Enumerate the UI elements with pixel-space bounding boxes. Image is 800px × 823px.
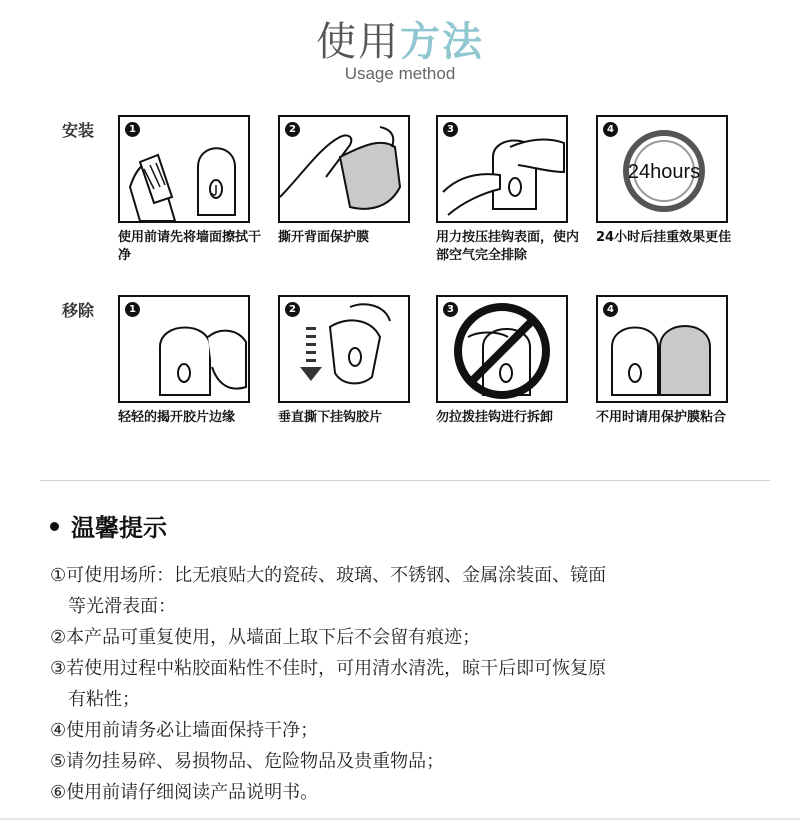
remove-step-1-illustration bbox=[118, 295, 250, 403]
tip-item bbox=[50, 653, 770, 715]
tip-item bbox=[50, 715, 770, 746]
install-step-4-illustration bbox=[596, 115, 728, 223]
remove-step-1-caption: 轻轻的揭开胶片边缘 bbox=[118, 410, 236, 425]
tip-line-continued: 等光滑表面： bbox=[68, 596, 176, 617]
tip-item bbox=[50, 622, 770, 653]
title-part-1: 使用 bbox=[316, 19, 400, 65]
step-number-badge: 1 bbox=[125, 302, 140, 317]
install-step-3 bbox=[436, 115, 591, 265]
tips-list bbox=[50, 560, 770, 808]
install-step-3-illustration bbox=[436, 115, 568, 223]
tip-line: ③若使用过程中粘胶面粘性不佳时，可用清水清洗，晾干后即可恢复原 bbox=[50, 658, 607, 679]
install-step-2-illustration bbox=[278, 115, 410, 223]
install-step-4-caption: 24小时后挂重效果更佳 bbox=[596, 230, 732, 245]
tip-item bbox=[50, 746, 770, 777]
install-step-4 bbox=[596, 115, 751, 247]
install-step-1 bbox=[118, 115, 273, 265]
remove-step-3 bbox=[436, 295, 591, 427]
remove-label: 移除 bbox=[62, 301, 95, 320]
tip-line: ④使用前请务必让墙面保持干净； bbox=[50, 720, 319, 741]
remove-step-4-caption: 不用时请用保护膜粘合 bbox=[596, 410, 727, 425]
step-number-badge: 3 bbox=[443, 122, 458, 137]
remove-step-4 bbox=[596, 295, 751, 427]
step-number-badge: 4 bbox=[603, 302, 618, 317]
remove-step-2-illustration bbox=[278, 295, 410, 403]
tip-line: ⑤请勿挂易碎、易损物品、危险物品及贵重物品； bbox=[50, 751, 445, 772]
step-number-badge: 4 bbox=[603, 122, 618, 137]
tip-line: ①可使用场所：比无痕贴大的瓷砖、玻璃、不锈钢、金属涂装面、镜面 bbox=[50, 565, 607, 586]
install-step-1-illustration bbox=[118, 115, 250, 223]
install-step-2 bbox=[278, 115, 433, 247]
tip-line: ②本产品可重复使用，从墙面上取下后不会留有痕迹； bbox=[50, 627, 481, 648]
install-label: 安装 bbox=[62, 121, 95, 140]
page-subtitle: Usage method bbox=[344, 64, 456, 83]
step-number-badge: 1 bbox=[125, 122, 140, 137]
step-number-badge: 2 bbox=[285, 302, 300, 317]
tip-item bbox=[50, 777, 770, 808]
title-part-2: 方法 bbox=[400, 19, 484, 65]
step-number-badge: 3 bbox=[443, 302, 458, 317]
install-step-2-caption: 撕开背面保护膜 bbox=[278, 230, 370, 245]
clock-overlay-text: 24hours bbox=[627, 161, 701, 183]
install-step-1-caption: 使用前请先将墙面擦拭干净 bbox=[118, 230, 262, 263]
tip-line-continued: 有粘性； bbox=[68, 689, 140, 710]
remove-step-3-illustration bbox=[436, 295, 568, 403]
section-divider bbox=[40, 480, 770, 481]
bottom-divider bbox=[0, 818, 800, 820]
tip-item bbox=[50, 560, 770, 622]
install-step-3-caption: 用力按压挂钩表面，使内部空气完全排除 bbox=[436, 230, 580, 263]
tips-heading bbox=[50, 508, 167, 543]
remove-step-4-illustration bbox=[596, 295, 728, 403]
remove-step-1 bbox=[118, 295, 273, 427]
tips-heading-text: 温馨提示 bbox=[71, 514, 167, 542]
remove-step-3-caption: 勿拉拨挂钩进行拆卸 bbox=[436, 410, 554, 425]
remove-step-2-caption: 垂直撕下挂钩胶片 bbox=[278, 410, 383, 425]
tip-line: ⑥使用前请仔细阅读产品说明书。 bbox=[50, 782, 319, 803]
page-title bbox=[0, 10, 800, 67]
step-number-badge: 2 bbox=[285, 122, 300, 137]
remove-step-2 bbox=[278, 295, 433, 427]
bullet-dot-icon bbox=[50, 522, 59, 531]
